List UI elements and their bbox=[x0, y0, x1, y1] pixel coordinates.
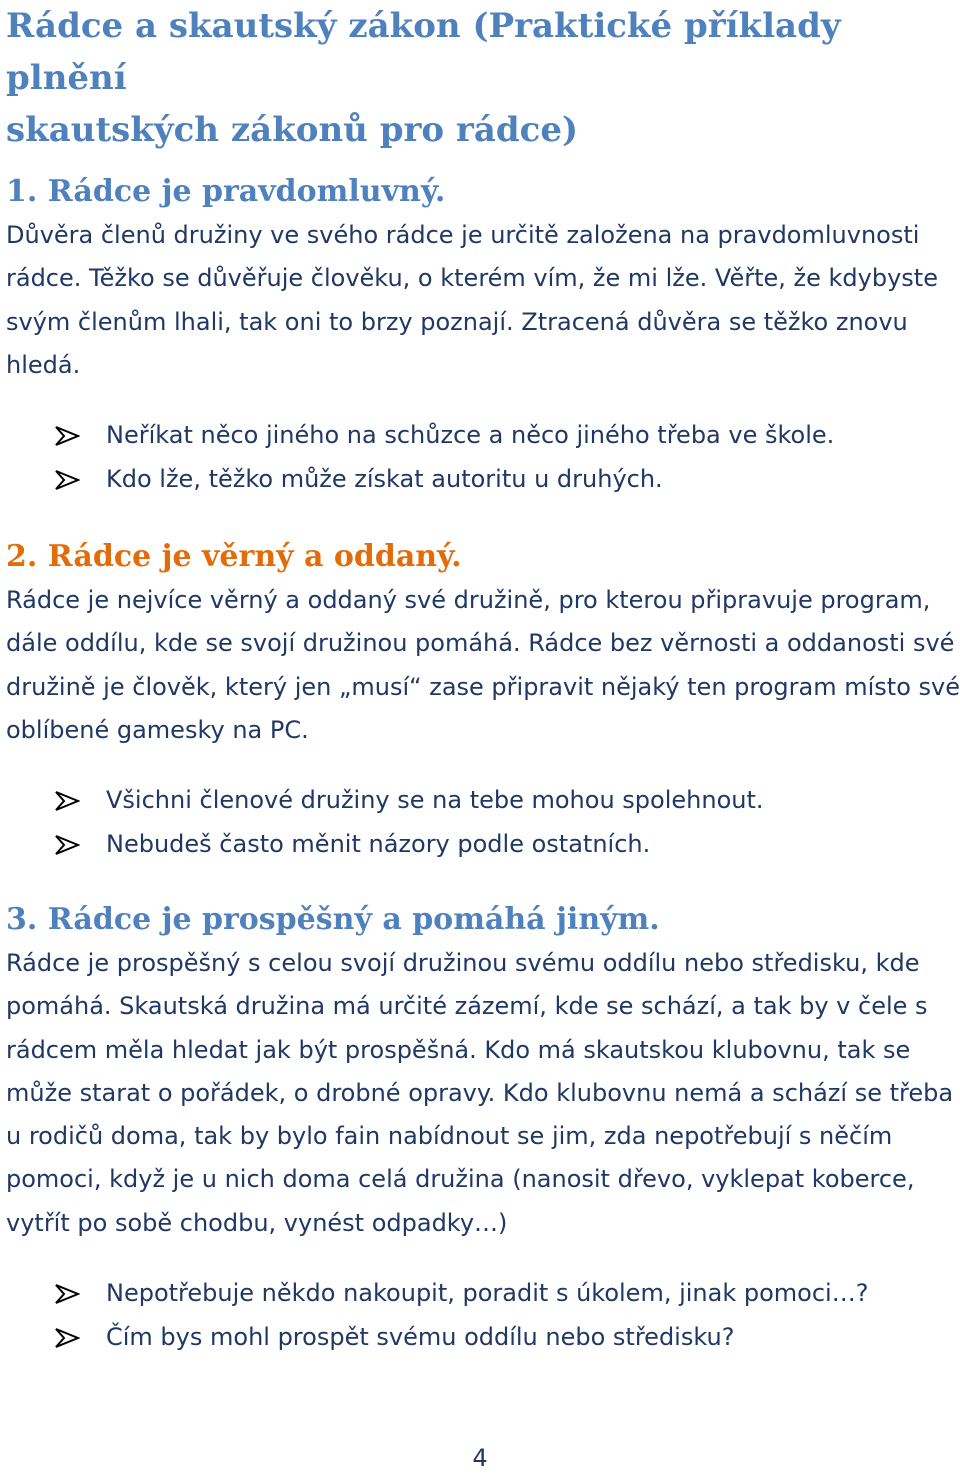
list-item-text: Všichni členové družiny se na tebe mohou spolehnout. bbox=[106, 786, 764, 815]
page-number: 4 bbox=[472, 1444, 488, 1472]
arrow-bullet-icon bbox=[54, 834, 80, 856]
list-item bbox=[6, 1271, 960, 1315]
arrow-bullet-icon bbox=[54, 425, 80, 447]
bullet-list bbox=[6, 778, 960, 866]
list-item-text: Nebudeš často měnit názory podle ostatních. bbox=[106, 830, 651, 859]
section-number: 1. bbox=[6, 174, 38, 209]
arrow-bullet-icon bbox=[54, 1283, 80, 1305]
section-heading-text: Rádce je pravdomluvný. bbox=[47, 174, 446, 209]
section-heading-text: Rádce je věrný a oddaný. bbox=[47, 539, 462, 574]
list-item bbox=[6, 457, 960, 501]
list-item-text: Nepotřebuje někdo nakoupit, poradit s úkolem, jinak pomoci…? bbox=[106, 1279, 869, 1308]
arrow-bullet-icon bbox=[54, 790, 80, 812]
document-title-line-2: skautských zákonů pro rádce) bbox=[6, 110, 579, 150]
document-page bbox=[6, 0, 960, 1352]
section-number: 2. bbox=[6, 539, 38, 574]
section-number: 3. bbox=[6, 902, 38, 937]
section-heading-text: Rádce je prospěšný a pomáhá jiným. bbox=[47, 902, 660, 937]
arrow-bullet-icon bbox=[54, 469, 80, 491]
list-item bbox=[6, 778, 960, 822]
arrow-bullet-icon bbox=[54, 1327, 80, 1349]
section-paragraph: Důvěra členů družiny ve svého rádce je určitě založena na pravdomluvnosti rádce. Těžko se důvěřuje člověku, o kterém vím, že mi lže. Věřte, že kdybyste svým členům lhali, tak oni to brzy poznají. Ztracená důvěra se těžko znovu hledá. bbox=[6, 221, 938, 379]
section-2 bbox=[6, 537, 960, 866]
section-1 bbox=[6, 172, 960, 501]
list-item bbox=[6, 413, 960, 457]
list-item-text: Čím bys mohl prospět svému oddílu nebo středisku? bbox=[106, 1323, 735, 1352]
section-heading-2 bbox=[6, 537, 960, 577]
section-heading-3 bbox=[6, 900, 960, 940]
bullet-list bbox=[6, 1271, 960, 1359]
document-title-line-1: Rádce a skautský zákon (Praktické příklady plnění bbox=[6, 6, 841, 98]
list-item-text: Kdo lže, těžko může získat autoritu u druhých. bbox=[106, 465, 663, 494]
bullet-list bbox=[6, 413, 960, 501]
section-paragraph: Rádce je prospěšný s celou svojí družinou svému oddílu nebo středisku, kde pomáhá. Skautská družina má určité zázemí, kde se schází, a tak by v čele s rádcem měla hledat jak být prospěšná. Kdo má skautskou klubovnu, tak se může starat o pořádek, o drobné opravy. Kdo klubovnu nemá a schází se třeba u rodičů doma, tak by bylo fain nabídnout se jim, zda nepotřebují s něčím pomoci, když je u nich doma celá družina (nanosit dřevo, vyklepat koberce, vytřít po sobě chodbu, vynést odpadky…) bbox=[6, 949, 954, 1237]
section-3 bbox=[6, 900, 960, 1359]
document-title bbox=[6, 0, 960, 156]
list-item-text: Neříkat něco jiného na schůzce a něco jiného třeba ve škole. bbox=[106, 421, 835, 450]
section-paragraph: Rádce je nejvíce věrný a oddaný své družině, pro kterou připravuje program, dále oddílu, kde se svojí družinou pomáhá. Rádce bez věrnosti a oddanosti své družině je člověk, který jen „musí“ zase připravit nějaký ten program místo své oblíbené gamesky na PC. bbox=[6, 586, 960, 744]
list-item bbox=[6, 822, 960, 866]
list-item bbox=[6, 1315, 960, 1359]
section-heading-1 bbox=[6, 172, 960, 212]
